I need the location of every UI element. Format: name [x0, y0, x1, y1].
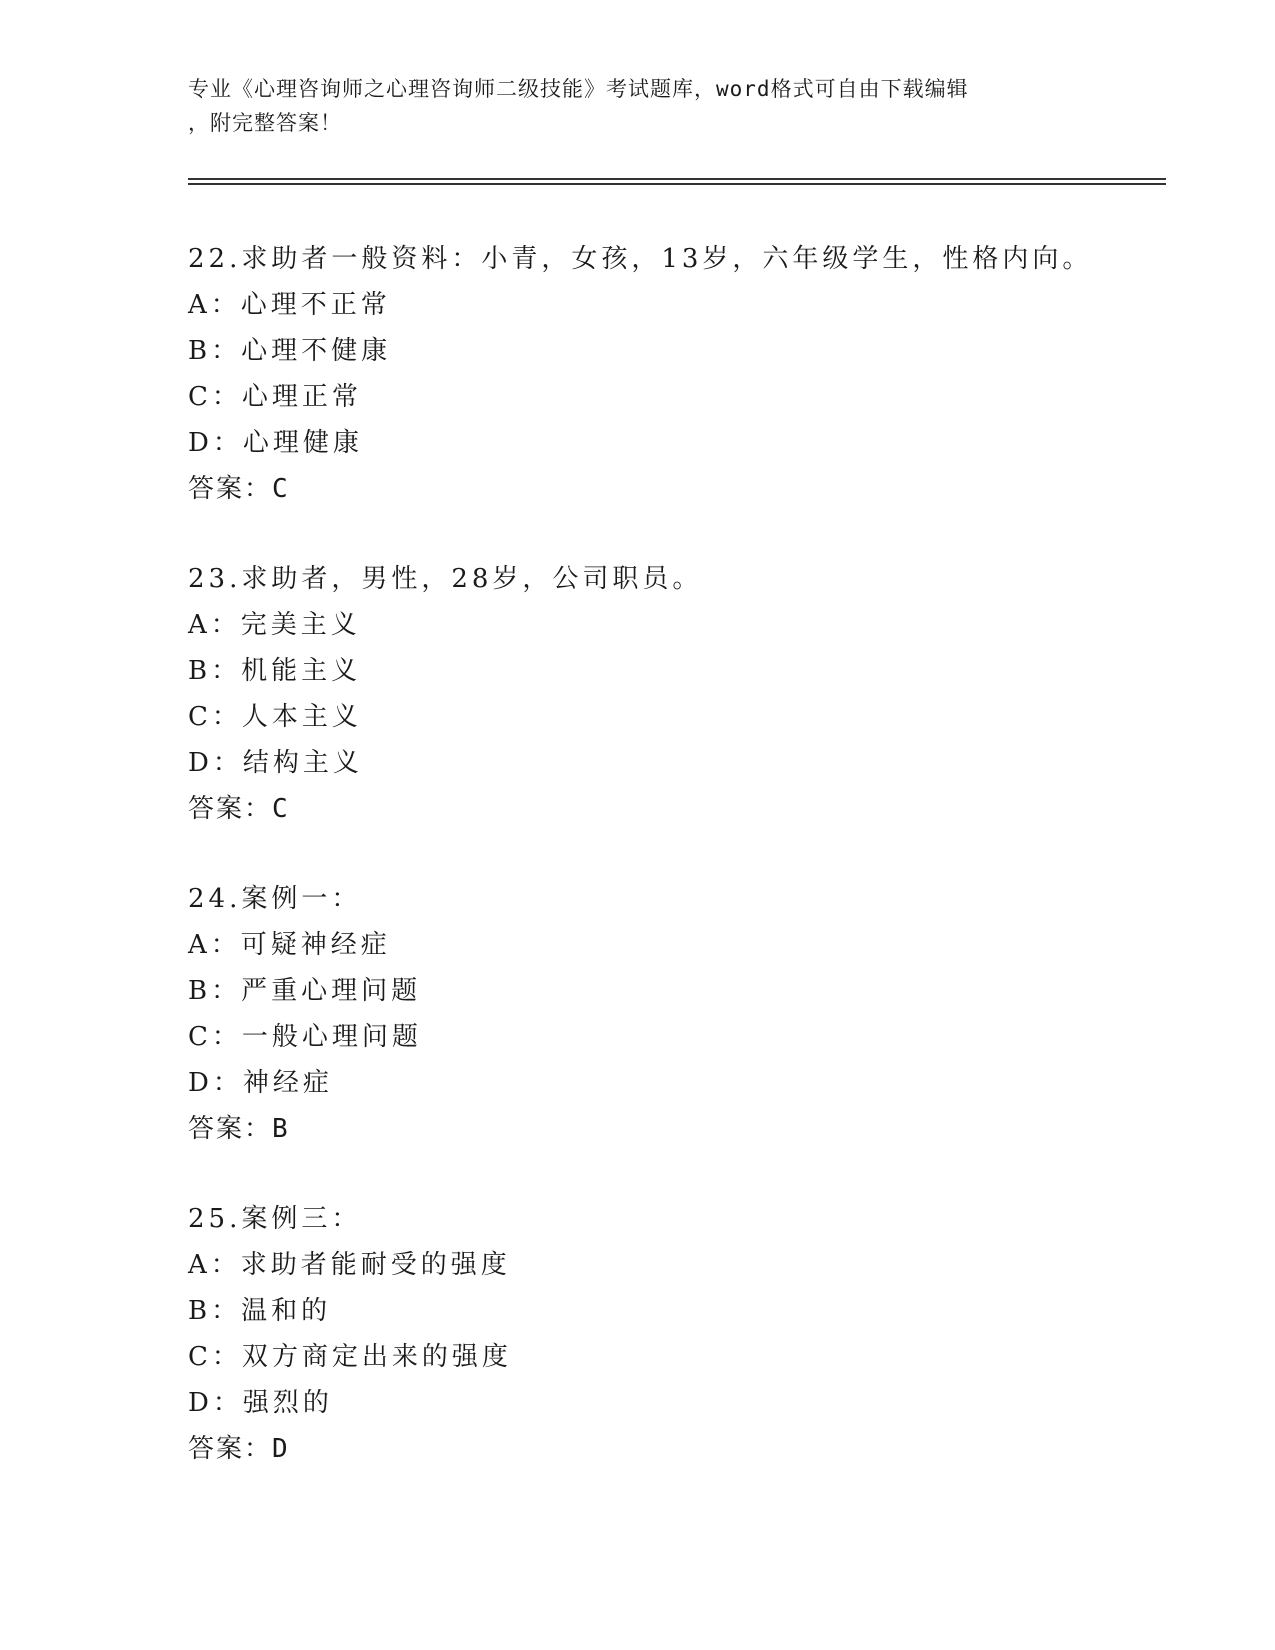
header-divider-bottom [188, 183, 1166, 185]
option-a: A：可疑神经症 [188, 930, 391, 960]
option-d: D：结构主义 [188, 748, 363, 778]
question-stem: 22.求助者一般资料：小青，女孩，13岁，六年级学生，性格内向。 [188, 244, 1093, 274]
question-24 [188, 876, 1168, 1152]
option-a: A：心理不正常 [188, 290, 391, 320]
question-25 [188, 1196, 1168, 1472]
option-c: C：心理正常 [188, 382, 362, 412]
option-d: D：神经症 [188, 1068, 333, 1098]
answer: 答案：D [188, 1434, 290, 1464]
option-d: D：心理健康 [188, 428, 363, 458]
answer: 答案：C [188, 474, 290, 504]
question-stem: 25.案例三： [188, 1204, 362, 1234]
option-a: A：完美主义 [188, 610, 361, 640]
option-d: D：强烈的 [188, 1388, 333, 1418]
answer: 答案：C [188, 794, 290, 824]
question-stem: 24.案例一： [188, 884, 362, 914]
option-c: C：人本主义 [188, 702, 362, 732]
option-b: B：严重心理问题 [188, 976, 422, 1006]
option-c: C：一般心理问题 [188, 1022, 422, 1052]
question-22 [188, 236, 1168, 512]
option-b: B：心理不健康 [188, 336, 392, 366]
answer: 答案：B [188, 1114, 290, 1144]
question-stem: 23.求助者，男性，28岁，公司职员。 [188, 564, 703, 594]
question-23 [188, 556, 1168, 832]
option-c: C：双方商定出来的强度 [188, 1342, 512, 1372]
option-a: A：求助者能耐受的强度 [188, 1250, 511, 1280]
option-b: B：机能主义 [188, 656, 362, 686]
header-divider-top [188, 178, 1166, 180]
option-b: B：温和的 [188, 1296, 332, 1326]
document-header: 专业《心理咨询师之心理咨询师二级技能》考试题库，word格式可自由下载编辑 ，附完整答案！ [188, 77, 969, 135]
